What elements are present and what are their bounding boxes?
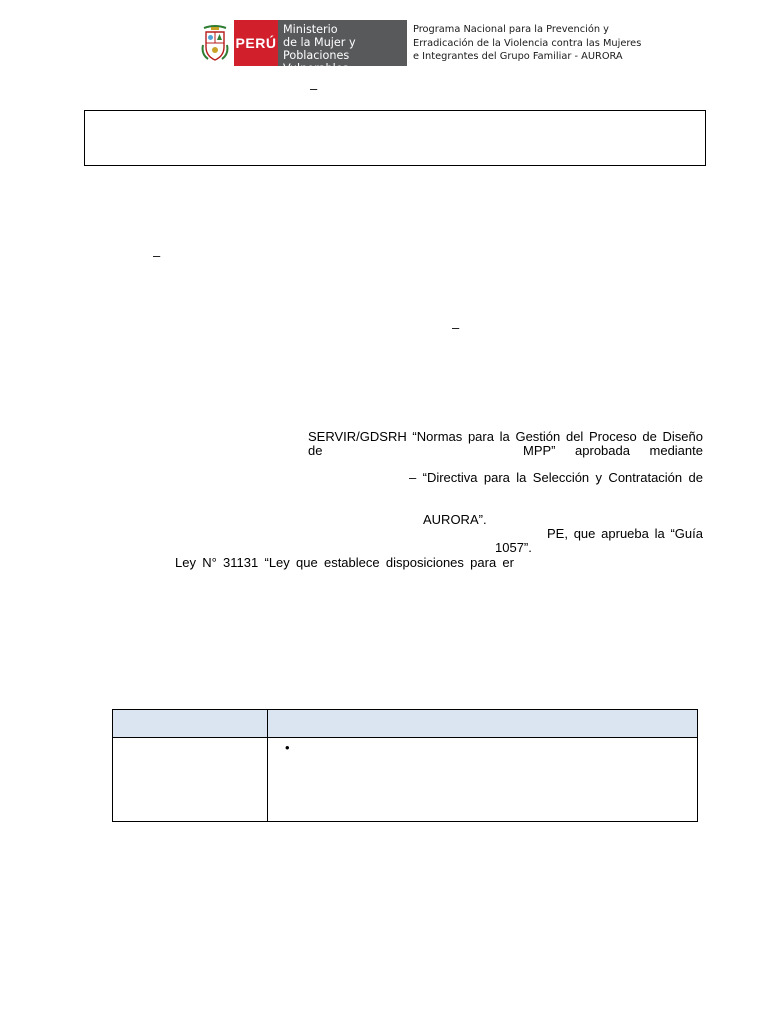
- table-column-divider: [267, 710, 268, 821]
- program-name: [413, 23, 641, 64]
- program-line: Programa Nacional para la Prevención y: [413, 24, 609, 35]
- content-table: [112, 709, 698, 822]
- bullet-mark: •: [285, 740, 290, 755]
- paragraph-line: AURORA”.: [423, 512, 487, 527]
- dash-mark: –: [310, 81, 318, 96]
- paragraph-line: MPP” aprobada mediante: [523, 443, 703, 458]
- paragraph-line: 1057”.: [495, 540, 532, 555]
- dash-mark: –: [153, 248, 161, 263]
- table-header-row: [113, 710, 697, 738]
- coat-of-arms-icon: [196, 20, 234, 66]
- dash-mark: –: [452, 320, 460, 335]
- institution-logo: [196, 20, 407, 75]
- paragraph-line: SERVIR/GDSRH “Normas para la Gestión del Proceso de Diseño de: [308, 429, 703, 458]
- ministry-name: [278, 20, 407, 75]
- program-line: Erradicación de la Violencia contra las Mujeres: [413, 37, 642, 49]
- ministry-line: Ministerio: [283, 23, 338, 36]
- country-badge: PERÚ: [234, 20, 278, 66]
- ministry-line: Poblaciones Vulnerables: [283, 49, 350, 75]
- paragraph-line: PE, que aprueba la “Guía: [547, 526, 703, 541]
- paragraph-line: – “Directiva para la Selección y Contratación de: [409, 470, 703, 485]
- title-box: [84, 110, 706, 166]
- paragraph-line: Ley N° 31131 “Ley que establece disposiciones para er: [175, 555, 514, 570]
- ministry-line: de la Mujer y: [283, 36, 356, 49]
- program-line: e Integrantes del Grupo Familiar - AURORA: [413, 51, 623, 62]
